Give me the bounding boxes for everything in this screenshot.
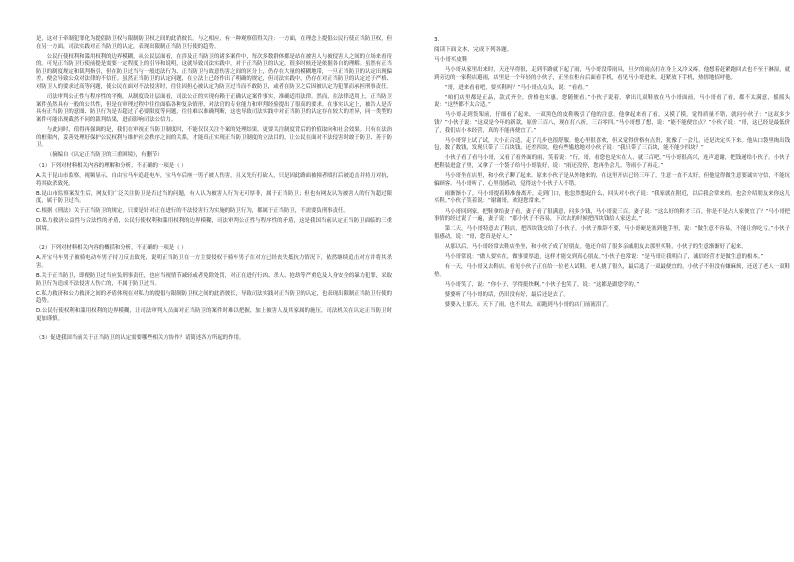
- story-paragraph: 从那以后，马小哥经常去鞋店坐坐，和小伙子成了好朋友。他还介绍了很多亲戚朋友去那里买鞋，小伙子的生意渐渐好了起来。: [444, 243, 747, 250]
- story-paragraph: 马小哥穿上试了试，大小正合适，走了几步也很舒服。他心里很喜欢，但又觉得价格有点贵，犹豫了一会儿，还是决定买下来。他从口袋里掏出钱包，数了数钱，发现只带了三百块钱，还差四块。他有些尴尬地对小伙子说：“我只带了三百块，能不能少四块？”: [434, 137, 790, 152]
- question-2-option-d: D.公民行使权利和滥用权利的边界模糊，让司法审判人员面对正当防卫的案件时难以把握，加上被害人及其家属的施压，司法机关在认定正当防卫时更加谨慎。: [36, 308, 392, 322]
- story-paragraph: 马小哥回到家，把鞋拿给妻子看，妻子看了很满意，问多少钱，马小哥说三百。妻子说：“这么好的鞋才三百，你是不是占人家便宜了？”马小哥把事情的经过说了一遍，妻子说：“那小伙子不容易，下次去的时候把四块钱给人家送去。”: [434, 208, 790, 223]
- story-paragraph: 雨渐渐小了，马小哥提着鞋准备离开。走到门口，他忽然想起什么，回头对小伙子说：“我家就在附近，以后我会常来的，也会介绍朋友来你这儿买鞋。”小伙子笑着说：“谢谢哥，欢迎您常来。”: [434, 190, 790, 205]
- story-paragraph: 婆婆入土那天，天下了雨，也不用去，而跑到马小哥的店门前流泪了。: [444, 301, 612, 308]
- question-2-option-b: B.关于正当防卫，即便防卫过当应负刑事责任，也应当视情节减轻或者免除处罚，对正在进行行凶、杀人、抢劫等严重危及人身安全的暴力犯罪，采取防卫行为造成不法侵害人伤亡的，不属于防卫过当。: [36, 272, 392, 287]
- left-column: [36, 36, 392, 345]
- left-paragraph: 公民行使权利和滥用权利的边界模糊，从公民层面看，在涉及正当防卫的诸多案件中，每次多数群体都是站在被害人与被侵害人之间的立场来看待的。可见正当防卫行使前提是需要一定程度上的引导和说明，这就导致司法实践中，对于正当防卫的认定，很多时候还是依据各自的理解。虽然有正当防卫的制度规定和裁判指引，但在防卫过当与一般违法行为、正当防卫与故意伤害之间的区分上，仍存在大量的模糊地带，一旦正当防卫的认定出现偏差，便会导致公众对法律的不信任。虽然正当防卫的认定问题，在立法上已经作出了明确的规定，但司法实践中，仍存在对正当防卫的认定过于严格、对防卫人的要求过高等问题，使公民在面对不法侵害时，往往因担心被认定为防卫过当而不敢防卫，或者在防卫之后因被认定为犯罪而承担刑事责任。: [36, 53, 392, 91]
- left-paragraph: 司法审判公正性与程序性的平衡。从制度设计层面看，司法公正的实现有赖于正确认定案件事实，准确适用法律。然而，在法律适用上，正当防卫案件虽然具有一般的公共性，但是在审理过程中往往面临各种复杂情形，对法官的专业能力和审判经验提出了很高的要求。在事实认定上，被告人是否具有正当防卫的意图、防卫行为是否超过了必要限度等问题，往往难以准确判断，这也导致司法实践中对正当防卫的认定存在较大的差异，同一类型的案件可能出现截然不同的裁判结果，进而影响司法公信力。: [36, 94, 392, 123]
- section-number: 3.: [434, 37, 440, 43]
- question-2-option-c: C.私力救济和公力救济之间的矛盾体现在对私力的提倡与限制防卫权之间的此消彼长，导致司法实践对正当防卫的认定，也表现出限制正当防卫行使的趋势。: [36, 290, 392, 305]
- story-paragraph: 马小哥笑了，说：“你小子，学得挺快啊。”小伙子也笑了，说：“这都是跟您学的。”: [444, 281, 640, 288]
- left-paragraph: 是，这对于牵制犯罪化为提倡防卫权与限制防卫权之间的此消彼长。与之相应，有一种观察值得关注：一方面，在理念上提倡公民行使正当防卫权，但在另一方面，司法实践对正当防卫的认定，表现出限制正当防卫行使的趋势。: [36, 36, 392, 50]
- story-paragraph: 马小哥走到货架前，仔细看了起来，一双黑色的皮鞋吸引了他的注意。他拿起来看了看，又摸了摸，觉得质量不错，就问小伙子：“这双多少钱？”小伙子说：“这双是今年的新款，原价三百八，现在打八折，三百零四。”马小哥想了想，说：“能不能便宜点？”小伙子说：“哥，这已经是最低价了，我们店小本经营，真的不能再便宜了。”: [434, 112, 790, 134]
- story-paragraph: 小伙子看了看马小哥，又看了看外面的雨，笑着说：“行，哥，看您也是实在人，就三百吧。”马小哥很高兴，连声道谢，把钱递给小伙子。小伙子把鞋装进盒子里，又拿了一个袋子给马小哥装好，说：“雨还没停，您再坐会儿，等雨小了再走。”: [434, 155, 790, 170]
- story-paragraph: 马小哥从家里出来时，天还早得很，走到半路就下起了雨，马小哥没带雨具，旦夕的雨点打在身上又冷又疼，他想着赶紧跑回去也不至于淋湿，就到旁边的一家鞋店避雨，店里是一个年轻的小伙子，正坐在柜台后面看手机，看见马小哥进来，赶紧放下手机，热情地招呼他。: [434, 67, 790, 81]
- story-paragraph: 婆婆听了马小哥的话，仍旧没有好，最后还是去了。: [444, 291, 569, 298]
- story-paragraph: “哥，进来看看吧，要买鞋吗？”马小哥点点头，说：“看看。”: [444, 84, 589, 91]
- story-paragraph: 有一天，马小哥又去鞋店，看见小伙子正在给一位老人试鞋，老人挑了很久，最后选了一双最便宜的。小伙子不但没有嫌麻烦，还送了老人一双鞋垫。: [434, 264, 790, 278]
- right-column: [434, 36, 790, 312]
- question-1-option-b: B.昆山市监察案发生后，网友们广泛关注防卫是否过当的问题，有人认为被害人行为无可厚非，属于正当防卫；但也有网友认为被害人的行为超过限度，属于防卫过当。: [36, 190, 392, 205]
- question-2-stem: （2）下列对材料相关内容的概括和分析，不正确的一项是（ ）: [36, 245, 187, 252]
- spacer: [36, 236, 392, 242]
- story-paragraph: 马小哥常说：“做人要实在，做事要厚道，这样才能交到真心朋友。”小伙子也常说：“是马哥让我明白了，诚信经营才是做生意的根本。”: [444, 253, 764, 260]
- question-1-option-c: C.根据《刑法》关于正当防卫的规定，只要是针对正在进行的不法侵害行为实施的防卫行为，都属于正当防卫，不需要负刑事责任。: [36, 208, 349, 215]
- question-2-option-a: A.开宝马车男子被骑电动车男子持刀反击致死，说明正当防卫在一方主要侵权于骑车男子在对方已经丧失抵抗力情况下，依然继续追击对方并将其杀害。: [36, 255, 392, 269]
- question-3-stem: （3）促进我国当前关于正当防卫的认定需要哪些相关方协作？请简述各方所起的作用。: [36, 335, 245, 341]
- story-paragraph: 第二天，马小哥特意去了鞋店，把四块钱交给了小伙子。小伙子推辞不要，马小哥硬是塞到他手里，说：“做生意不容易，不能让你吃亏。”小伙子很感动，说：“哥，您真是好人。”: [434, 226, 790, 240]
- section-instruction: 阅读下面文本，完成下列各题。: [434, 47, 513, 53]
- left-paragraph: 与此同时，值得再强调的是，我们在审视正当防卫制度时，不能仅仅关注个案的处理结果，更要关注制度背后的价值取向和社会效果。只有在法治的框架内，妥善处理好保护公民权利与维护社会秩序之间的关系，才能真正实现正当防卫制度的立法目的，让公民在面对不法侵害时敢于防卫、善于防卫。: [36, 127, 392, 149]
- spacer: [36, 326, 392, 332]
- question-1-option-d: D.私力救济公益性与合法性的矛盾，公民行使权利和滥用权利的边界模糊，司法审判公正性与程序性的矛盾，这是我国当前认定正当防卫面临的三重困境。: [36, 218, 392, 233]
- story-title: 马小哥买皮鞋: [434, 57, 468, 63]
- story-paragraph: 马小哥坐在店里，和小伙子聊了起来。原来小伙子是从外地来的，在这里开店已经三年了，生意一直不太好，但他觉得做生意要诚实守信，不能坑骗顾客。马小哥听了，心里很感动，觉得这个小伙子人不错。: [434, 173, 790, 187]
- source-note: （摘编自《认定正当防卫的三重困境》，有删节）: [46, 152, 163, 159]
- story-paragraph: “咱们店里都是正品，款式齐全，价格也实惠，您随便看。”小伙子说着，拿出几双鞋放在马小哥面前，马小哥看了看，都不太满意，摇摇头说：“这些都不太合适。”: [434, 94, 790, 109]
- question-1-stem: （1）下列对材料相关内容的理解和分析，不正确的一项是（ ）: [36, 162, 187, 169]
- question-1-option-a: A.关于昆山市监察，视频显示，自由宝马车追赶电车，宝马车后座一男子被人伤害，且又先行打砍人，只是因此路面被撞者殴打后被追击并持刀对抗，将其砍杀致死。: [36, 173, 392, 187]
